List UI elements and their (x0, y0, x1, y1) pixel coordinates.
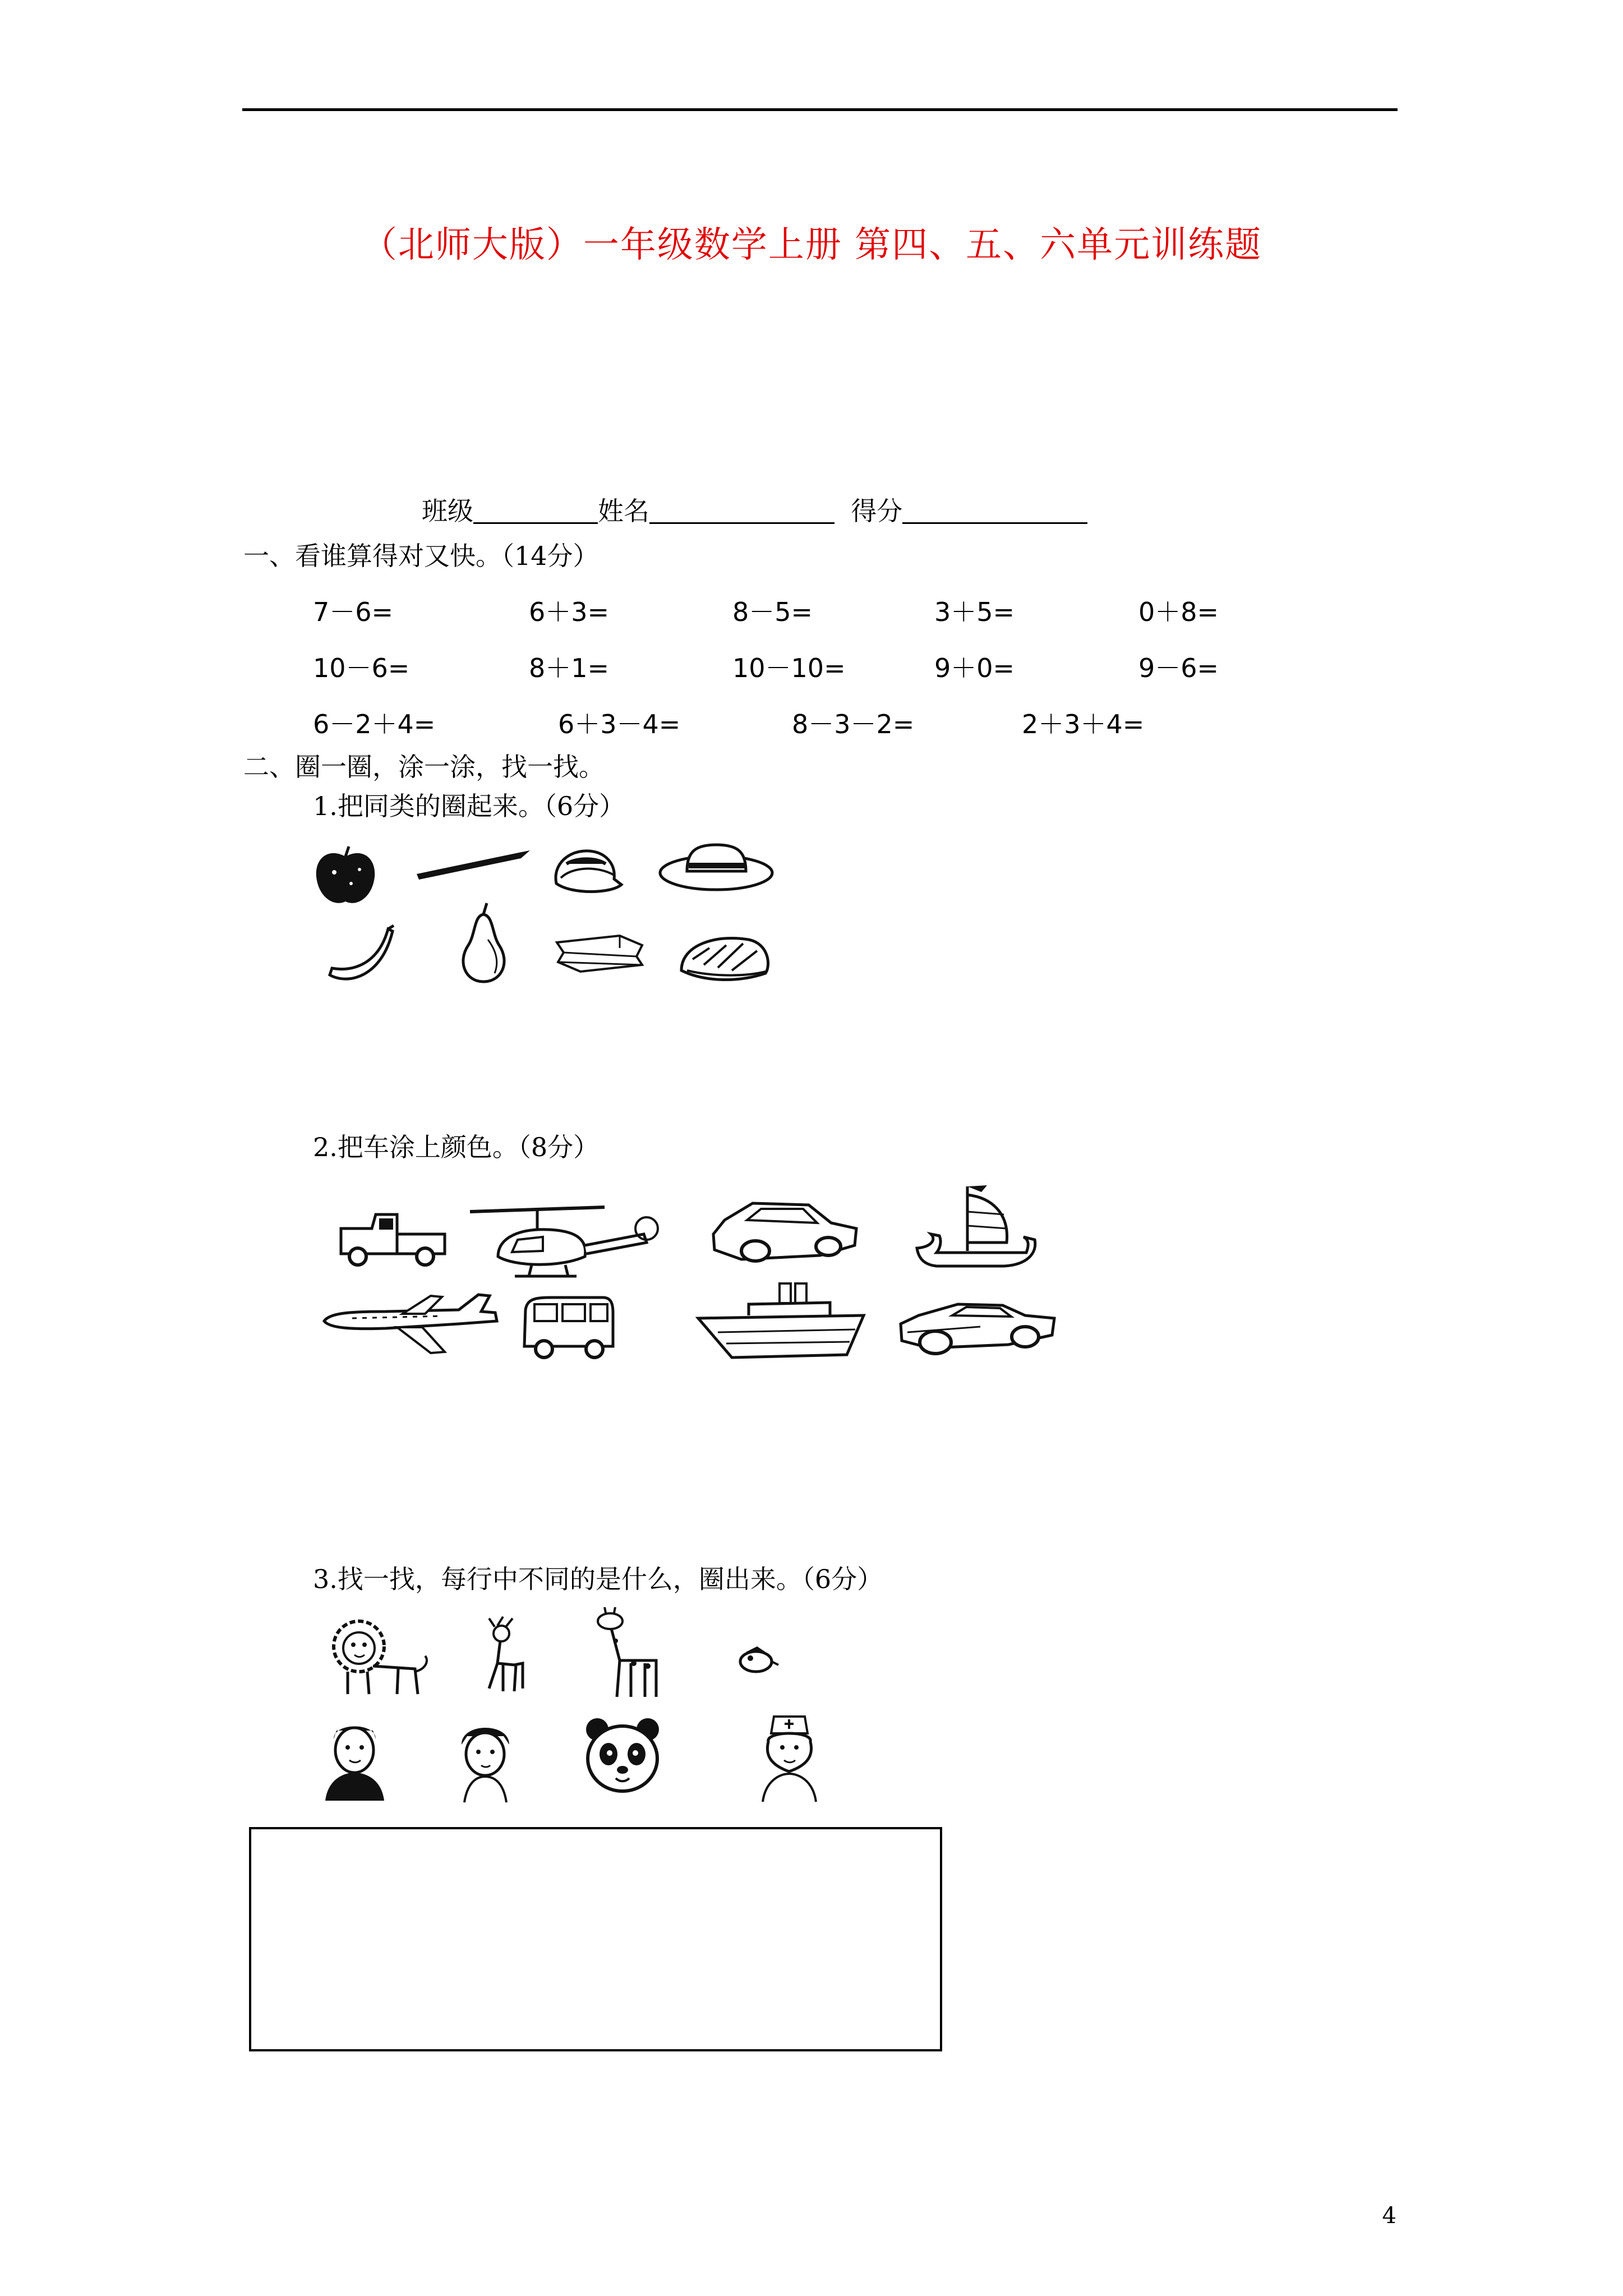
equation: 3＋5= (934, 597, 1015, 627)
score-blank[interactable] (902, 500, 1087, 524)
pencil-icon[interactable] (412, 847, 533, 881)
lion-icon[interactable] (325, 1616, 432, 1700)
banana-icon[interactable] (325, 924, 398, 986)
page-title: （北师大版）一年级数学上册 第四、五、六单元训练题 (361, 224, 1262, 266)
panda-icon[interactable] (583, 1714, 662, 1795)
equation: 6＋3= (529, 597, 610, 627)
class-label: 班级 (422, 496, 473, 526)
equation: 6＋3－4= (558, 709, 681, 739)
sailboat-icon[interactable] (914, 1181, 1038, 1273)
answer-box[interactable] (249, 1827, 942, 2051)
giraffe-icon[interactable] (589, 1607, 665, 1700)
class-blank[interactable] (473, 500, 598, 524)
race-car-icon[interactable] (896, 1293, 1059, 1360)
page-number: 4 (1382, 2203, 1396, 2229)
name-label: 姓名 (598, 496, 649, 526)
van-icon[interactable] (519, 1293, 617, 1363)
name-blank[interactable] (649, 500, 834, 524)
deer-icon[interactable] (472, 1616, 534, 1700)
equation: 0＋8= (1138, 597, 1219, 627)
score-label: 得分 (851, 496, 903, 526)
equation: 9－6= (1138, 653, 1219, 683)
cap-icon[interactable] (550, 844, 625, 898)
info-line (422, 498, 1087, 524)
section1-heading: 一、看谁算得对又快。（14分） (243, 541, 599, 571)
truck-icon[interactable] (335, 1206, 448, 1273)
folded-cloth-icon[interactable] (552, 931, 648, 976)
q3-text: 3.找一找，每行中不同的是什么，圈出来。（6分） (313, 1564, 883, 1594)
knit-hat-icon[interactable] (676, 931, 774, 984)
equation: 10－10= (732, 653, 846, 683)
airplane-icon[interactable] (319, 1290, 501, 1358)
helicopter-icon[interactable] (464, 1195, 666, 1285)
equation: 2＋3＋4= (1022, 709, 1145, 739)
pear-icon[interactable] (454, 900, 513, 984)
child-icon[interactable] (453, 1719, 518, 1803)
q1-text: 1.把同类的圈起来。（6分） (313, 791, 625, 821)
equation: 6－2＋4= (313, 709, 436, 739)
equation: 8＋1= (529, 653, 610, 683)
equation: 8－5= (732, 597, 813, 627)
boy-icon[interactable] (322, 1717, 387, 1803)
nurse-icon[interactable] (757, 1711, 822, 1803)
sun-hat-icon[interactable] (656, 840, 777, 896)
ship-icon[interactable] (695, 1279, 869, 1363)
equation: 8－3－2= (792, 709, 915, 739)
bird-icon[interactable] (735, 1644, 780, 1677)
q2-text: 2.把车涂上颜色。（8分） (313, 1132, 600, 1162)
header-rule (242, 108, 1398, 111)
section2-heading: 二、圈一圈，涂一涂，找一找。 (243, 752, 605, 782)
apple-icon[interactable] (312, 844, 379, 909)
equation: 7－6= (313, 597, 394, 627)
car-icon[interactable] (708, 1195, 865, 1268)
equation: 10－6= (313, 653, 410, 683)
equation: 9＋0= (934, 653, 1015, 683)
